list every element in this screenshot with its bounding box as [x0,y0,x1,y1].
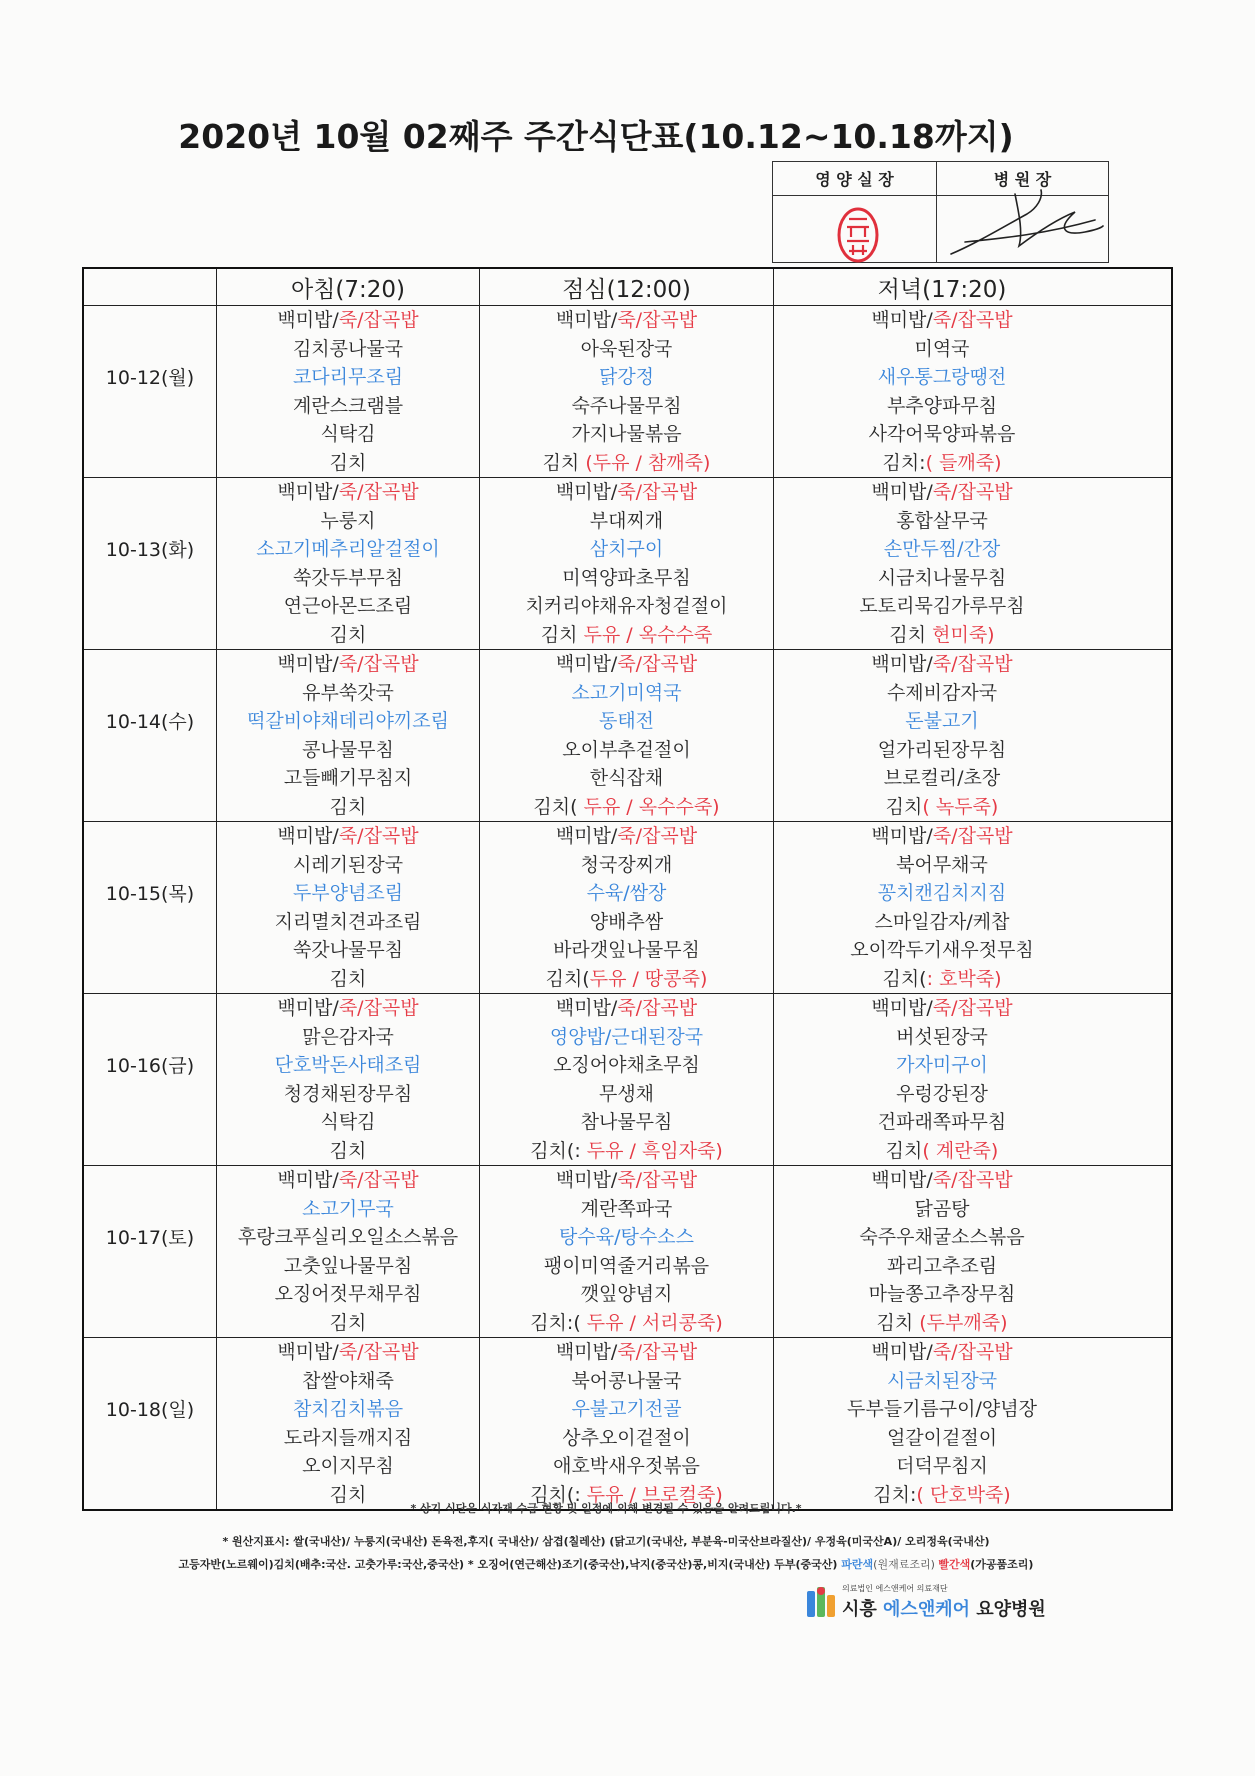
menu-item: 오이깍두기새우젓무침 [850,939,1034,961]
menu-item [774,1338,1110,1367]
menu-item [480,679,773,708]
approval-label-nutrition-chief: 영 양 실 장 [773,162,937,195]
menu-item [774,793,1110,822]
menu-text-red: 두유 / 브로컬죽) [586,1483,723,1506]
hospital-name [842,1595,1046,1621]
foundation-name: 의료법인 에스앤케어 의료재단 [842,1584,948,1593]
menu-item: 쑥갓나물무침 [292,939,404,961]
menu-text-red: 죽/잡곡밥 [617,309,698,331]
menu-text-blue: 떡갈비야채데리야끼조림 [247,710,449,732]
menu-item [774,1367,1110,1396]
menu-text: 백미밥/ [871,653,933,675]
menu-item: 꽈리고추조림 [886,1254,998,1277]
menu-item: 식탁김 [320,1111,376,1133]
menu-text-red: 죽/잡곡밥 [617,1341,698,1363]
menu-item [774,535,1110,564]
menu-text-red: ( 단호박죽) [916,1483,1011,1506]
menu-item [480,363,773,392]
menu-item [217,1166,479,1195]
menu-item: 오징어젓무채무침 [274,1283,422,1305]
menu-text: 김치(: [530,1483,587,1506]
menu-item [217,363,479,392]
menu-item [774,1166,1110,1195]
menu-text: 백미밥/ [871,825,933,847]
menu-item [217,879,479,908]
menu-text-blue: 손만두찜/간장 [883,538,1001,560]
menu-item: 김치 [329,967,367,990]
menu-item [480,650,773,679]
breakfast-cell [217,994,480,1165]
dinner-list [774,306,1110,477]
menu-text: 김치(: [530,1139,587,1162]
breakfast-list [217,1338,479,1509]
menu-item [217,306,479,335]
menu-text-blue: 꽁치캔김치지짐 [877,882,1007,904]
menu-item: 애호박새우젓볶음 [553,1455,700,1477]
menu-text-blue: 삼치구이 [589,538,664,560]
menu-item [217,650,479,679]
menu-item: 미역양파초무침 [562,566,691,589]
menu-text-blue: 탕수육/탕수소스 [559,1226,694,1248]
day-label: 10-13(화) [84,478,217,649]
menu-item [774,1309,1110,1338]
menu-text-red: 죽/잡곡밥 [932,997,1013,1019]
menu-text: 백미밥/ [277,1341,339,1363]
menu-text-red: 죽/잡곡밥 [932,481,1013,503]
menu-item: 두부들기름구이/양념장 [847,1398,1037,1420]
menu-text-red: 죽/잡곡밥 [932,1341,1013,1363]
menu-item: 찹쌀야채죽 [302,1369,394,1392]
menu-text-red: (두부깨죽) [919,1311,1008,1334]
dinner-list [774,650,1110,821]
menu-text: 김치( [882,967,927,990]
menu-item: 부추양파무침 [886,394,998,417]
menu-text-red: 죽/잡곡밥 [338,825,419,847]
dinner-cell [774,650,1171,821]
menu-item [217,822,479,851]
menu-text-blue: 소고기메추리알걸절이 [256,538,440,560]
menu-item: 누룽지 [320,509,376,532]
lunch-cell [480,994,774,1165]
menu-text-blue: 우불고기전골 [571,1398,682,1420]
menu-text-blue: 동태전 [598,710,655,732]
menu-item: 계란스크램블 [292,394,404,417]
header-lunch: 점심(12:00) [480,269,774,305]
menu-item: 지리멸치견과조림 [274,910,422,933]
menu-text: 김치 [889,623,933,646]
dinner-cell [774,478,1171,649]
menu-item: 김치 [329,1311,367,1334]
menu-text-blue: 시금치된장국 [886,1369,998,1392]
day-row [84,994,1171,1166]
menu-item: 오징어야채초무침 [553,1054,700,1076]
menu-item [774,1137,1110,1166]
menu-item [774,650,1110,679]
lunch-list [480,306,773,477]
menu-item: 계란쪽파국 [580,1197,673,1220]
menu-text: 백미밥/ [555,309,618,331]
menu-item: 얼갈이겉절이 [886,1426,998,1449]
menu-item [480,1137,773,1166]
menu-item [774,363,1110,392]
menu-item: 마늘쫑고추장무침 [868,1283,1016,1305]
day-row [84,478,1171,650]
lunch-list [480,478,773,649]
menu-text: 김치: [873,1483,917,1506]
menu-text-blue: 단호박돈사태조림 [274,1054,422,1076]
menu-item: 김치 [329,1483,367,1506]
menu-text-blue: 영양밥/근대된장국 [549,1025,704,1048]
menu-text-red: ( 들깨죽) [925,451,1002,474]
menu-text-red: (두유 / 참깨죽) [585,451,711,474]
menu-text: 백미밥/ [277,653,339,675]
approval-label-director: 병 원 장 [993,170,1052,189]
menu-item: 홍합살무국 [896,509,988,532]
menu-item: 팽이미역줄거리볶음 [543,1254,710,1277]
day-row [84,822,1171,994]
menu-item: 오이부추겉절이 [562,738,691,761]
menu-item: 오이지무침 [302,1455,394,1477]
menu-body [84,306,1171,1509]
menu-item: 치커리야채유자청겉절이 [525,595,728,617]
menu-text: 김치 [540,623,584,646]
menu-item [480,707,773,736]
menu-item: 청국장찌개 [580,853,673,876]
dinner-list [774,1166,1110,1337]
breakfast-cell [217,822,480,993]
menu-item: 시금치나물무침 [877,566,1007,589]
lunch-list [480,994,773,1165]
menu-text-red: 죽/잡곡밥 [338,653,419,675]
origin-info-line-2-text: 고등자반(노르웨이)김치(배추:국산. 고춧가루:국산,중국산) * 오징어(연근해산)조기(중국산),낙지(중국산)콩,비지(국내산) 두부(중국산) [178,1558,842,1571]
menu-item: 부대찌개 [589,509,664,532]
menu-item: 깻잎양념지 [580,1283,673,1305]
day-row [84,1338,1171,1509]
origin-info-line-2 [0,1556,1212,1572]
day-label: 10-17(토) [84,1166,217,1337]
menu-item [217,478,479,507]
menu-header-row [84,269,1171,306]
menu-item: 숙주우채굴소스볶음 [859,1226,1025,1248]
lunch-cell [480,1338,774,1509]
menu-item [480,1395,773,1424]
day-label: 10-18(일) [84,1338,217,1509]
menu-item: 수제비감자국 [886,681,998,704]
menu-item [480,1309,773,1338]
menu-text: 백미밥/ [871,481,933,503]
menu-text-blue: 두부양념조림 [292,882,404,904]
menu-text: 김치( [545,967,590,990]
breakfast-list [217,822,479,993]
menu-item: 사각어묵양파볶음 [868,423,1016,445]
lunch-cell [480,306,774,477]
menu-item: 김치콩나물국 [292,337,404,360]
breakfast-cell [217,306,480,477]
dinner-cell [774,1338,1171,1509]
breakfast-list [217,650,479,821]
menu-text-red: 죽/잡곡밥 [932,653,1013,675]
menu-text-blue: 소고기미역국 [571,681,682,704]
menu-item: 연근아몬드조림 [283,595,413,617]
menu-item [217,535,479,564]
menu-text-red: 죽/잡곡밥 [338,1341,419,1363]
menu-item [774,306,1110,335]
menu-item: 한식잡채 [589,767,664,789]
breakfast-cell [217,650,480,821]
lunch-list [480,650,773,821]
director-signature-icon [945,184,1105,264]
menu-item [774,707,1110,736]
menu-item: 청경채된장무침 [283,1082,413,1105]
dinner-cell [774,306,1171,477]
menu-text-blue: 새우통그랑땡전 [877,366,1007,388]
lunch-list [480,1166,773,1337]
menu-item [480,965,773,994]
dinner-list [774,1338,1110,1509]
menu-item: 김치 [329,623,367,646]
menu-item: 닭곰탕 [914,1197,970,1220]
menu-item: 콩나물무침 [302,738,394,761]
lunch-cell [480,478,774,649]
menu-item: 상추오이겉절이 [562,1426,691,1449]
menu-item [774,994,1110,1023]
menu-item: 아욱된장국 [580,337,673,360]
menu-text: 김치 [876,1311,920,1334]
menu-item [774,478,1110,507]
menu-item [480,478,773,507]
menu-text: 백미밥/ [555,1169,618,1191]
menu-item [480,1166,773,1195]
lunch-cell [480,1166,774,1337]
menu-text-red: 죽/잡곡밥 [338,997,419,1019]
menu-item: 김치 [329,451,367,474]
menu-text-red: 두유 / 땅콩죽) [589,967,708,990]
page-title: 2020년 10월 02째주 주간식단표(10.12~10.18까지) [178,117,1014,156]
menu-item: 브로컬리/초장 [883,767,1001,789]
menu-text: 김치: [882,451,926,474]
dinner-cell [774,994,1171,1165]
day-row [84,306,1171,478]
menu-text: 김치:( [530,1311,587,1334]
dinner-cell [774,1166,1171,1337]
menu-item: 버섯된장국 [896,1025,988,1048]
menu-item [480,793,773,822]
menu-item: 얼가리된장무침 [877,738,1007,761]
menu-item: 참나물무침 [580,1111,673,1133]
menu-item: 맑은감자국 [302,1025,394,1048]
menu-item: 김치 [329,1139,367,1162]
day-row [84,650,1171,822]
menu-item [480,994,773,1023]
legend-blue-label: 파란색 [841,1558,874,1571]
menu-text-blue: 가자미구이 [896,1054,988,1076]
breakfast-list [217,1166,479,1337]
menu-text-blue: 참치김치볶음 [292,1398,404,1420]
menu-item: 도토리묵김가루무침 [859,595,1025,617]
day-label: 10-12(월) [84,306,217,477]
menu-item: 쑥갓두부무침 [292,566,404,589]
menu-text-red: 죽/잡곡밥 [617,997,698,1019]
menu-text: 백미밥/ [277,825,339,847]
menu-text-red: 죽/잡곡밥 [617,653,698,675]
menu-text-red: 죽/잡곡밥 [932,825,1013,847]
menu-text: 김치( [533,795,584,818]
menu-item: 바라갯잎나물무침 [553,939,700,961]
menu-item [217,994,479,1023]
menu-text-red: 죽/잡곡밥 [932,1169,1013,1191]
header-dinner: 저녁(17:20) [877,276,1007,303]
menu-text: 백미밥/ [871,1341,933,1363]
legend-blue-desc: (원재료조리) [873,1558,939,1571]
menu-item: 양배추쌈 [589,910,664,933]
menu-text-blue: 코다리무조림 [292,366,404,388]
menu-item [480,535,773,564]
lunch-cell [480,822,774,993]
menu-item [217,1395,479,1424]
menu-item [480,621,773,650]
menu-item: 더덕무침지 [896,1455,988,1477]
day-label: 10-14(수) [84,650,217,821]
menu-item: 유부쑥갓국 [302,681,394,704]
legend-red-label: 빨간색 [938,1558,971,1571]
menu-text: 김치 [542,451,586,474]
menu-item [774,1051,1110,1080]
breakfast-list [217,994,479,1165]
menu-item [217,1195,479,1224]
menu-item [217,1338,479,1367]
menu-text-red: 죽/잡곡밥 [617,1169,698,1191]
breakfast-cell [217,1166,480,1337]
menu-item [480,1023,773,1052]
menu-item: 고들빼기무침지 [283,767,413,789]
menu-text: 백미밥/ [277,309,339,331]
menu-text: 백미밥/ [555,481,618,503]
menu-text: 백미밥/ [277,481,339,503]
official-seal-icon [835,205,881,265]
menu-change-notice: * 상기 식단은 식자재 수급 현황 및 일정에 의해 변경될 수 있음을 알려드립니다.* [410,1502,802,1515]
menu-text: 백미밥/ [871,1169,933,1191]
dinner-list [774,478,1110,649]
menu-item: 스마일감자/케찹 [874,910,1010,933]
menu-text-red: 두유 / 옥수수죽) [583,795,720,818]
breakfast-cell [217,1338,480,1509]
menu-text-blue: 소고기무국 [302,1197,394,1220]
menu-text: 백미밥/ [871,309,933,331]
menu-text: 백미밥/ [555,825,618,847]
menu-item: 미역국 [914,337,970,360]
menu-text-red: 죽/잡곡밥 [617,825,698,847]
menu-item: 건파래쪽파무침 [877,1111,1007,1133]
menu-text-red: 죽/잡곡밥 [617,481,698,503]
day-row [84,1166,1171,1338]
hospital-name-brand: 에스앤케어 [883,1599,970,1620]
menu-item [480,1338,773,1367]
dinner-list [774,994,1110,1165]
menu-text: 백미밥/ [277,1169,339,1191]
menu-item: 숙주나물무침 [571,394,682,417]
menu-item [480,822,773,851]
lunch-cell [480,650,774,821]
header-breakfast: 아침(7:20) [217,269,480,305]
menu-item [480,879,773,908]
menu-item: 시레기된장국 [292,853,404,876]
menu-item: 북어콩나물국 [571,1369,682,1392]
weekly-menu-table [82,267,1173,1511]
menu-item [774,621,1110,650]
menu-text-red: 현미죽) [932,623,995,646]
dinner-cell [774,822,1171,993]
lunch-list [480,1338,773,1509]
menu-item: 후랑크푸실리오일소스볶음 [237,1226,459,1248]
menu-text: 백미밥/ [871,997,933,1019]
menu-text-blue: 닭강정 [598,366,655,388]
menu-text-red: 두유 / 옥수수죽 [583,623,713,646]
menu-text: 백미밥/ [277,997,339,1019]
menu-item: 북어무채국 [896,853,988,876]
breakfast-list [217,478,479,649]
menu-item: 식탁김 [320,423,376,445]
approval-box [772,161,1109,263]
menu-item [774,965,1110,994]
menu-item: 고춧잎나물무침 [283,1254,413,1277]
menu-text-red: 죽/잡곡밥 [338,309,419,331]
menu-item [480,1223,773,1252]
menu-item: 무생채 [598,1082,655,1105]
breakfast-cell [217,478,480,649]
hospital-logo [806,1583,1046,1623]
menu-text-red: ( 녹두죽) [922,795,999,818]
menu-item [217,707,479,736]
menu-text: 김치 [885,1139,923,1162]
lunch-list [480,822,773,993]
menu-item: 김치 [329,795,367,818]
menu-text-red: 두유 / 서리콩죽) [586,1311,723,1334]
menu-text: 백미밥/ [555,997,618,1019]
header-day-blank [84,269,217,305]
day-label: 10-16(금) [84,994,217,1165]
menu-text: 김치 [885,795,923,818]
legend-red-desc: (가공품조리) [970,1558,1034,1571]
menu-item [480,449,773,478]
menu-item [774,822,1110,851]
menu-text-blue: 수육/쌈장 [586,882,667,904]
menu-text-red: 죽/잡곡밥 [338,1169,419,1191]
breakfast-list [217,306,479,477]
menu-text-red: 죽/잡곡밥 [932,309,1013,331]
hospital-name-prefix: 시흥 [842,1599,884,1620]
menu-text: 백미밥/ [555,653,618,675]
day-label: 10-15(목) [84,822,217,993]
dinner-list [774,822,1110,993]
menu-item [774,449,1110,478]
menu-item: 우렁강된장 [896,1082,988,1105]
menu-text-red: 죽/잡곡밥 [338,481,419,503]
menu-text-red: 두유 / 흑임자죽) [586,1139,723,1162]
menu-item [217,1051,479,1080]
menu-text-red: : 호박죽) [926,967,1002,990]
menu-text-blue: 돈불고기 [905,710,979,732]
origin-info-line-1: * 원산지표시: 쌀(국내산)/ 누룽지(국내산) 돈육전,후지( 국내산)/ 삼겹(칠레산) (닭고기(국내산, 부분육-미국산브라질산)/ 우정육(미국산A)/ 오리정육(국내산) [222,1535,990,1548]
menu-text-red: ( 계란죽) [922,1139,999,1162]
hospital-emblem-icon [806,1585,836,1619]
hospital-name-suffix: 요양병원 [970,1599,1046,1620]
menu-item [480,306,773,335]
menu-item [774,879,1110,908]
menu-item: 가지나물볶음 [571,423,682,445]
menu-item: 도라지들깨지짐 [283,1426,413,1449]
menu-text: 백미밥/ [555,1341,618,1363]
